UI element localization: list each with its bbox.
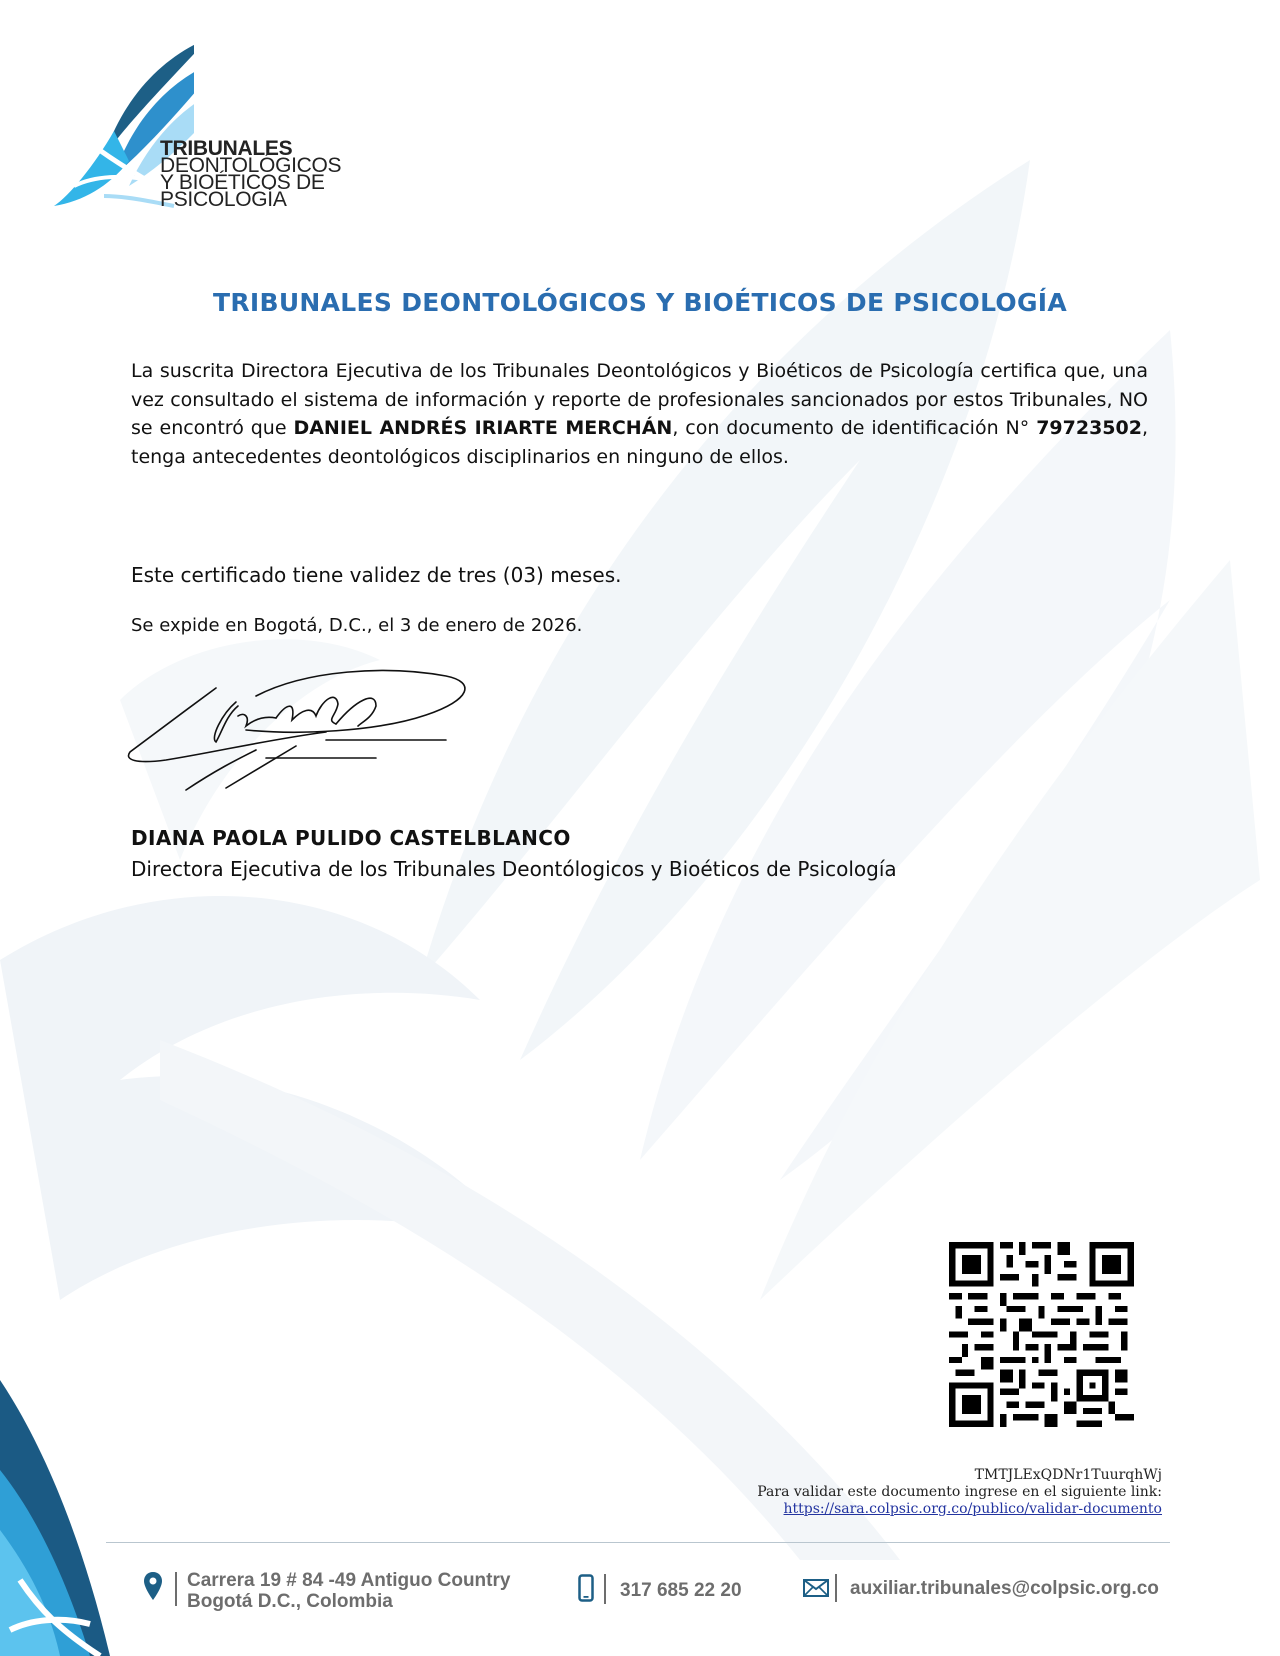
footer-phone: 317 685 22 20 (620, 1580, 742, 1601)
footer-separator (835, 1574, 837, 1602)
validation-block (757, 1467, 1162, 1518)
logo-wordmark (160, 137, 342, 211)
footer-separator (604, 1574, 606, 1604)
footer-email[interactable]: auxiliar.tribunales@colpsic.org.co (850, 1578, 1159, 1599)
footer-separator (175, 1572, 177, 1606)
logo-line-4: PSICOLOGÍA (160, 188, 287, 211)
validity-statement: Este certificado tiene validez de tres (03) meses. (131, 563, 622, 587)
signer-name: DIANA PAOLA PULIDO CASTELBLANCO (131, 826, 571, 850)
logo-line-3: Y BIOÉTICOS DE (160, 171, 325, 194)
logo-line-1: TRIBUNALES (160, 137, 293, 160)
document-number: 79723502 (1036, 417, 1142, 439)
person-name: DANIEL ANDRÉS IRIARTE MERCHÁN (293, 417, 673, 439)
document-title: TRIBUNALES DEONTOLÓGICOS Y BIOÉTICOS DE PSICOLOGÍA (212, 288, 1068, 317)
corner-feather-decoration (0, 1380, 140, 1656)
qr-code (949, 1242, 1134, 1427)
phone-icon (578, 1574, 594, 1602)
body-text-3: , tenga antecedentes deontológicos disciplinarios en ninguno de ellos. (131, 417, 1148, 468)
footer-address (187, 1570, 510, 1612)
address-line-1: Carrera 19 # 84 -49 Antiguo Country (187, 1570, 511, 1591)
location-pin-icon (143, 1571, 163, 1601)
validation-code: TMTJLExQDNr1TuurqhWj (974, 1467, 1162, 1483)
validation-link[interactable]: https://sara.colpsic.org.co/publico/validar-documento (783, 1501, 1162, 1517)
handwritten-signature (126, 660, 486, 800)
tribunales-logo (54, 36, 374, 226)
footer-divider (106, 1542, 1170, 1543)
logo-line-2: DEONTOLÓGICOS (160, 154, 342, 177)
body-text-1: La suscrita Directora Ejecutiva de los Tribunales Deontológicos y Bioéticos de Psicología certifica que, una vez consultado el sistema de información y reporte de profesionales sancionados por estos Tribunales, NO se encontró que (131, 360, 1148, 439)
signer-role: Directora Ejecutiva de los Tribunales Deontólogicos y Bioéticos de Psicología (131, 857, 897, 881)
issue-statement: Se expide en Bogotá, D.C., el 3 de enero de 2026. (131, 615, 583, 636)
validation-instruction: Para validar este documento ingrese en el siguiente link: (757, 1484, 1162, 1500)
body-text-2: , con documento de identificación N° (672, 417, 1037, 439)
certification-paragraph (131, 357, 1148, 471)
address-line-2: Bogotá D.C., Colombia (187, 1591, 393, 1612)
mail-icon (803, 1579, 829, 1597)
